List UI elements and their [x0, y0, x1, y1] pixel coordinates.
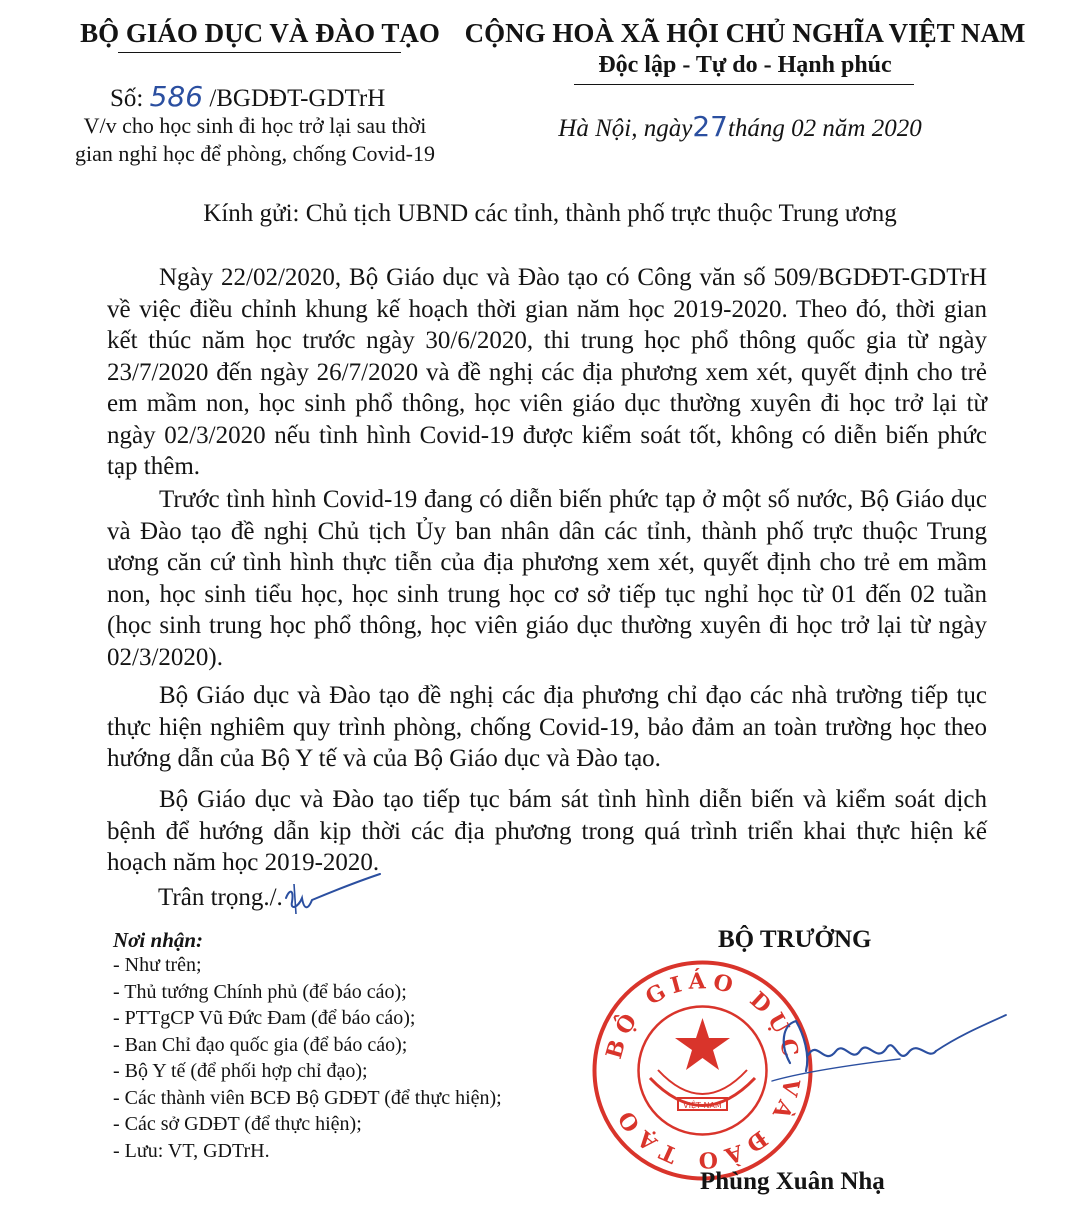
recipient-item: - PTTgCP Vũ Đức Đam (để báo cáo); — [113, 1007, 416, 1029]
body-paragraph-4: Bộ Giáo dục và Đào tạo tiếp tục bám sát tình hình diễn biến và kiểm soát dịch bệnh để hướng dẫn kịp thời các địa phương trong quá trình triển khai thực hiện kế hoạch năm học 2019-2020. — [107, 786, 987, 876]
minister-signature — [760, 1005, 1010, 1095]
ministry-name: BỘ GIÁO DỤC VÀ ĐÀO TẠO — [80, 18, 440, 48]
svg-text:VIỆT NAM: VIỆT NAM — [683, 1101, 722, 1110]
svg-text:BỘ GIÁO DỤC VÀ ĐÀO TẠO: BỘ GIÁO DỤC VÀ ĐÀO TẠO — [600, 968, 805, 1173]
date-day-handwritten: 27 — [692, 110, 728, 143]
recipient-item: - Bộ Y tế (để phối hợp chỉ đạo); — [113, 1060, 368, 1082]
doc-number-handwritten: 586 — [149, 80, 204, 113]
recipients-list — [113, 952, 502, 1164]
recipient-item: - Lưu: VT, GDTrH. — [113, 1139, 270, 1162]
date-line — [530, 110, 950, 143]
recipient-item: - Thủ tướng Chính phủ (để báo cáo); — [113, 980, 407, 1003]
motto-underline — [574, 84, 914, 85]
regarding-line-2: gian nghỉ học để phòng, chống Covid-19 — [75, 141, 435, 166]
body-paragraph-3: Bộ Giáo dục và Đào tạo đề nghị các địa phương chỉ đạo các nhà trường tiếp tục thực hiện nghiêm quy trình phòng, chống Covid-19, bảo đảm an toàn trường học theo hướng dẫn của Bộ Y tế và của Bộ Giáo dục và Đào tạo. — [107, 682, 987, 772]
body-paragraph-2: Trước tình hình Covid-19 đang có diễn biến phức tạp ở một số nước, Bộ Giáo dục và Đào tạo đề nghị Chủ tịch Ủy ban nhân dân các tỉnh, thành phố trực thuộc Trung ương căn cứ tình hình thực tiễn của địa phương xem xét, quyết định cho trẻ em mầm non, học sinh tiểu học, học sinh trung học cơ sở tiếp tục nghỉ học từ 01 đến 02 tuần (học sinh trung học phổ thông, học viên giáo dục thường xuyên đi học trở lại từ ngày 02/3/2020). — [107, 486, 987, 671]
date-suffix: tháng 02 năm 2020 — [727, 115, 922, 142]
salutation: Kính gửi: Chủ tịch UBND các tỉnh, thành phố trực thuộc Trung ương — [203, 200, 897, 227]
closing: Trân trọng./. — [158, 884, 283, 911]
recipient-item: - Các thành viên BCĐ Bộ GDĐT (để thực hiện); — [113, 1086, 502, 1109]
doc-number-suffix: /BGDĐT-GDTrH — [209, 85, 386, 112]
ministry-underline — [118, 52, 401, 53]
date-prefix: Hà Nội, ngày — [558, 115, 693, 142]
recipients-title: Nơi nhận: — [113, 928, 204, 952]
recipient-item: - Các sở GDĐT (để thực hiện); — [113, 1113, 362, 1135]
signer-title: BỘ TRƯỞNG — [718, 926, 872, 953]
republic-name: CỘNG HOÀ XÃ HỘI CHỦ NGHĨA VIỆT NAM — [464, 18, 1026, 48]
body-paragraph-1: Ngày 22/02/2020, Bộ Giáo dục và Đào tạo có Công văn số 509/BGDĐT-GDTrH về việc điều chỉnh khung kế hoạch thời gian năm học 2019-2020. Theo đó, thời gian kết thúc năm học trước ngày 30/6/2020, thi trung học phổ thông quốc gia từ ngày 23/7/2020 đến ngày 26/7/2020 và đề nghị các địa phương xem xét, quyết định cho trẻ em mầm non, học sinh phổ thông, học viên giáo dục thường xuyên đi học trở lại từ ngày 02/3/2020 nếu tình hình Covid-19 được kiểm soát tốt, không có diễn biến phức tạp thêm. — [107, 264, 987, 480]
doc-number-prefix: Số: — [110, 85, 144, 112]
signer-name: Phùng Xuân Nhạ — [700, 1168, 885, 1195]
regarding-line-1: V/v cho học sinh đi học trở lại sau thời — [83, 113, 427, 138]
recipient-item: - Như trên; — [113, 954, 202, 976]
initial-signature — [276, 870, 386, 920]
national-motto: Độc lập - Tự do - Hạnh phúc — [598, 52, 892, 78]
document-number — [110, 80, 385, 113]
regarding-subject — [55, 112, 455, 168]
recipient-item: - Ban Chỉ đạo quốc gia (để báo cáo); — [113, 1033, 408, 1056]
